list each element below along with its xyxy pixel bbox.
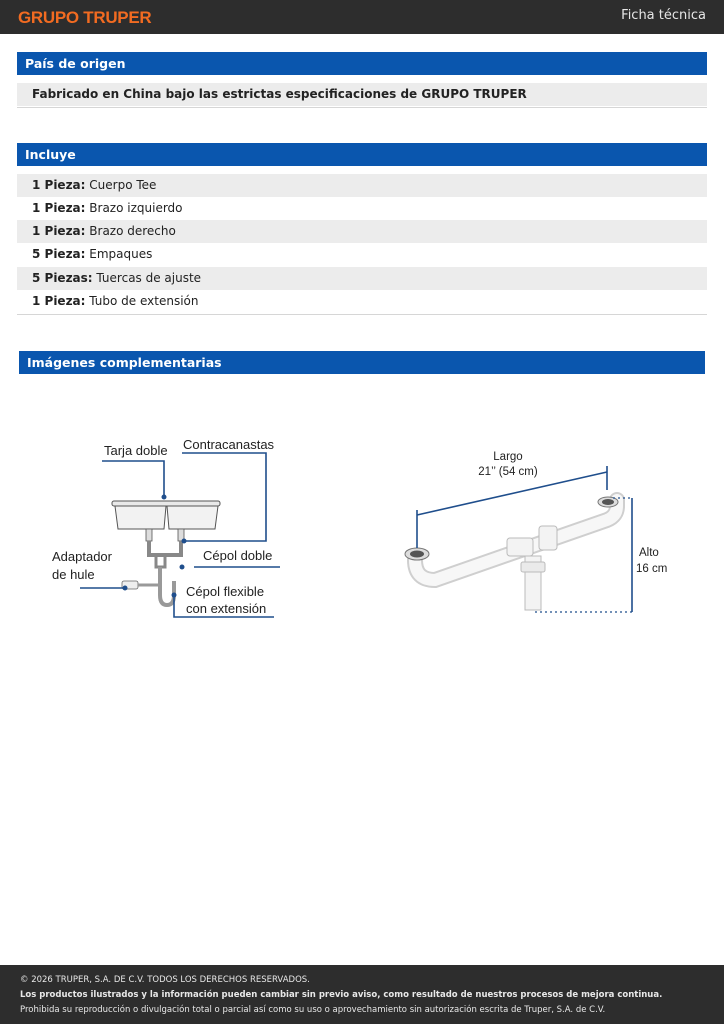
footer: [0, 965, 724, 1024]
top-bar: [0, 0, 724, 34]
include-desc: Empaques: [85, 247, 153, 261]
include-desc: Tubo de extensión: [85, 294, 199, 308]
include-qty: 5 Pieza:: [32, 247, 86, 261]
include-row: [17, 243, 707, 266]
include-row: [17, 197, 707, 220]
include-qty: 1 Pieza:: [32, 178, 86, 192]
include-row: [17, 267, 707, 290]
pipe-assembly-illustration: [405, 497, 618, 610]
document-type: Ficha técnica: [621, 8, 706, 23]
label-cepol-doble: Cépol doble: [203, 548, 273, 563]
label-de-hule: de hule: [52, 567, 95, 582]
label-alto-value: 16 cm: [636, 563, 668, 575]
includes-divider: [17, 314, 707, 315]
origin-divider: [17, 107, 707, 108]
include-row: [17, 174, 707, 197]
include-desc: Brazo izquierdo: [85, 201, 183, 215]
installation-diagram: [40, 425, 290, 625]
include-desc: Tuercas de ajuste: [92, 271, 202, 285]
include-desc: Brazo derecho: [85, 224, 176, 238]
include-row: [17, 290, 707, 313]
brand-logo: GRUPO TRUPER: [18, 8, 152, 27]
label-tarja-doble: Tarja doble: [104, 443, 168, 458]
label-con-extension: con extensión: [186, 601, 267, 616]
origin-text: Fabricado en China bajo las estrictas especificaciones de GRUPO TRUPER: [17, 83, 707, 106]
origin-section-header: País de origen: [17, 52, 707, 75]
images-section-header: Imágenes complementarias: [19, 351, 705, 374]
include-qty: 5 Piezas:: [32, 271, 93, 285]
include-qty: 1 Pieza:: [32, 294, 86, 308]
dimensions-diagram: [395, 440, 675, 630]
label-largo-value: 21’’ (54 cm): [478, 466, 538, 478]
include-row: [17, 220, 707, 243]
includes-section-header: Incluye: [17, 143, 707, 166]
label-cepol-flexible: Cépol flexible: [186, 584, 265, 599]
footer-notice: Los productos ilustrados y la información pueden cambiar sin previo aviso, como resultado de nuestros procesos de mejora continua.: [20, 990, 663, 1000]
footer-copyright: © 2026 TRUPER, S.A. DE C.V. TODOS LOS DERECHOS RESERVADOS.: [20, 975, 310, 985]
include-qty: 1 Pieza:: [32, 201, 86, 215]
label-largo: Largo: [493, 451, 523, 463]
label-contracanastas: Contracanastas: [183, 437, 275, 452]
footer-prohibition: Prohibida su reproducción o divulgación total o parcial así como su uso o aprovechamiento sin autorización escrita de Truper, S.A. de C.V.: [20, 1005, 606, 1015]
include-qty: 1 Pieza:: [32, 224, 86, 238]
label-adaptador: Adaptador: [52, 549, 112, 564]
label-alto: Alto: [639, 547, 659, 559]
include-desc: Cuerpo Tee: [85, 178, 157, 192]
